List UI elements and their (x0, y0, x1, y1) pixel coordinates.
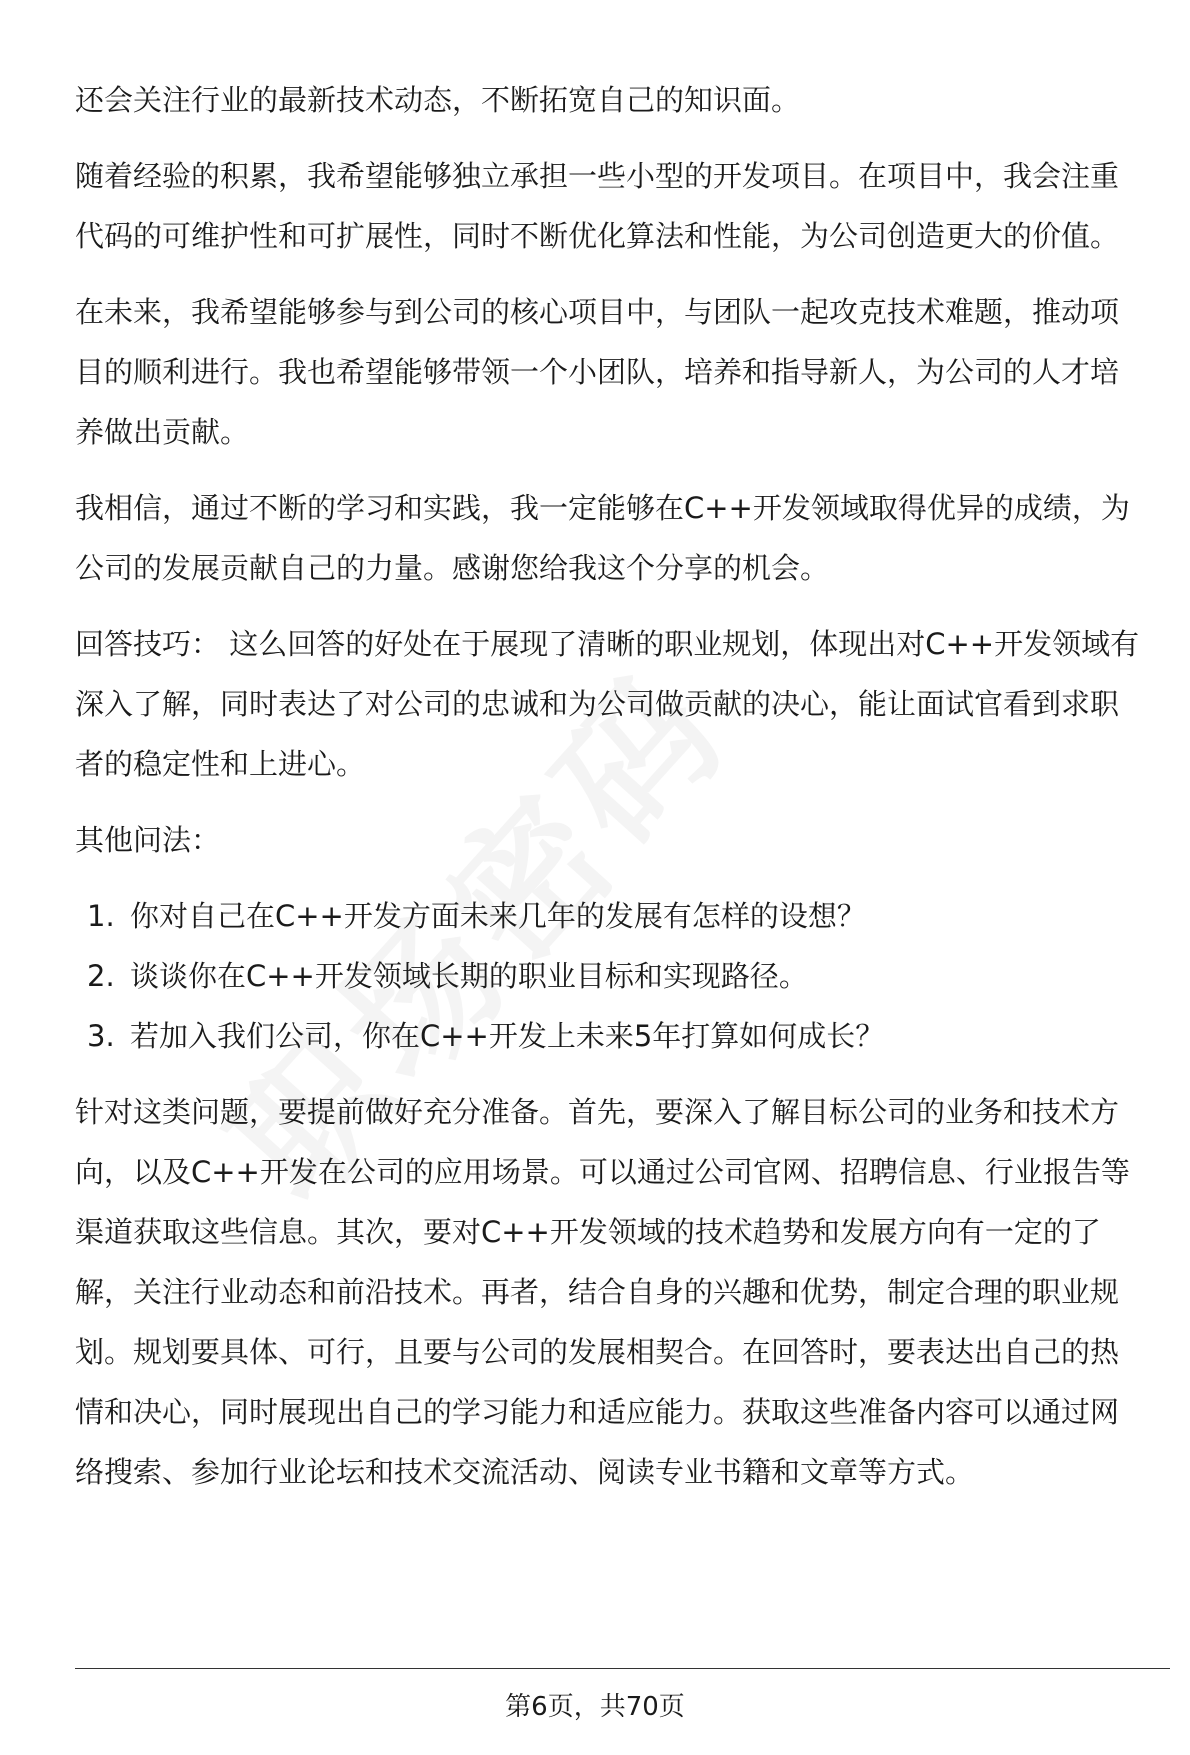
page-content (75, 70, 1175, 1518)
other-questions-heading: 其他问法： (75, 823, 221, 857)
list-number: 2. (87, 959, 115, 993)
answer-tips-paragraph: 回答技巧： 这么回答的好处在于展现了清晰的职业规划，体现出对C++开发领域有 深入了解，同时表达了对公司的忠诚和为公司做贡献的决心，能让面试官看到求职 者的稳定性和上进心。 (75, 627, 1140, 781)
paragraph: 在未来，我希望能够参与到公司的核心项目中，与团队一起攻克技术难题，推动项 目的顺利进行。我也希望能够带领一个小团队，培养和指导新人，为公司的人才培 养做出贡献。 (75, 295, 1120, 449)
closing-paragraph: 针对这类问题，要提前做好充分准备。首先，要深入了解目标公司的业务和技术方 向，以及C++开发在公司的应用场景。可以通过公司官网、招聘信息、行业报告等 渠道获取这些信息。其次，要对C++开发领域的技术趋势和发展方向有一定的了 解，关注行业动态和前沿技术。再者，结合自身的兴趣和优势，制定合理的职业规 划。规划要具体、可行，且要与公司的发展相契合。在回答时，要表达出自己的热 情和决心，同时展现出自己的学习能力和适应能力。获取这些准备内容可以通过网 络搜索、参加行业论坛和技术交流活动、阅读专业书籍和文章等方式。 (75, 1095, 1130, 1489)
paragraph: 还会关注行业的最新技术动态，不断拓宽自己的知识面。 (75, 83, 801, 117)
list-item-text: 谈谈你在C++开发领域长期的职业目标和实现路径。 (130, 959, 808, 993)
list-number: 1. (87, 899, 115, 933)
paragraph: 我相信，通过不断的学习和实践，我一定能够在C++开发领域取得优异的成绩，为 公司的发展贡献自己的力量。感谢您给我这个分享的机会。 (75, 491, 1130, 585)
footer-divider (75, 1668, 1170, 1669)
list-number: 3. (87, 1019, 115, 1053)
list-item-text: 你对自己在C++开发方面未来几年的发展有怎样的设想？ (130, 899, 866, 933)
list-item (75, 886, 1175, 946)
list-item (75, 946, 1175, 1006)
page-number: 第6页，共70页 (505, 1692, 685, 1722)
other-questions-list (75, 886, 1175, 1066)
list-item (75, 1006, 1175, 1066)
list-item-text: 若加入我们公司，你在C++开发上未来5年打算如何成长？ (130, 1019, 885, 1053)
paragraph: 随着经验的积累，我希望能够独立承担一些小型的开发项目。在项目中，我会注重 代码的可维护性和可扩展性，同时不断优化算法和性能，为公司创造更大的价值。 (75, 159, 1120, 253)
